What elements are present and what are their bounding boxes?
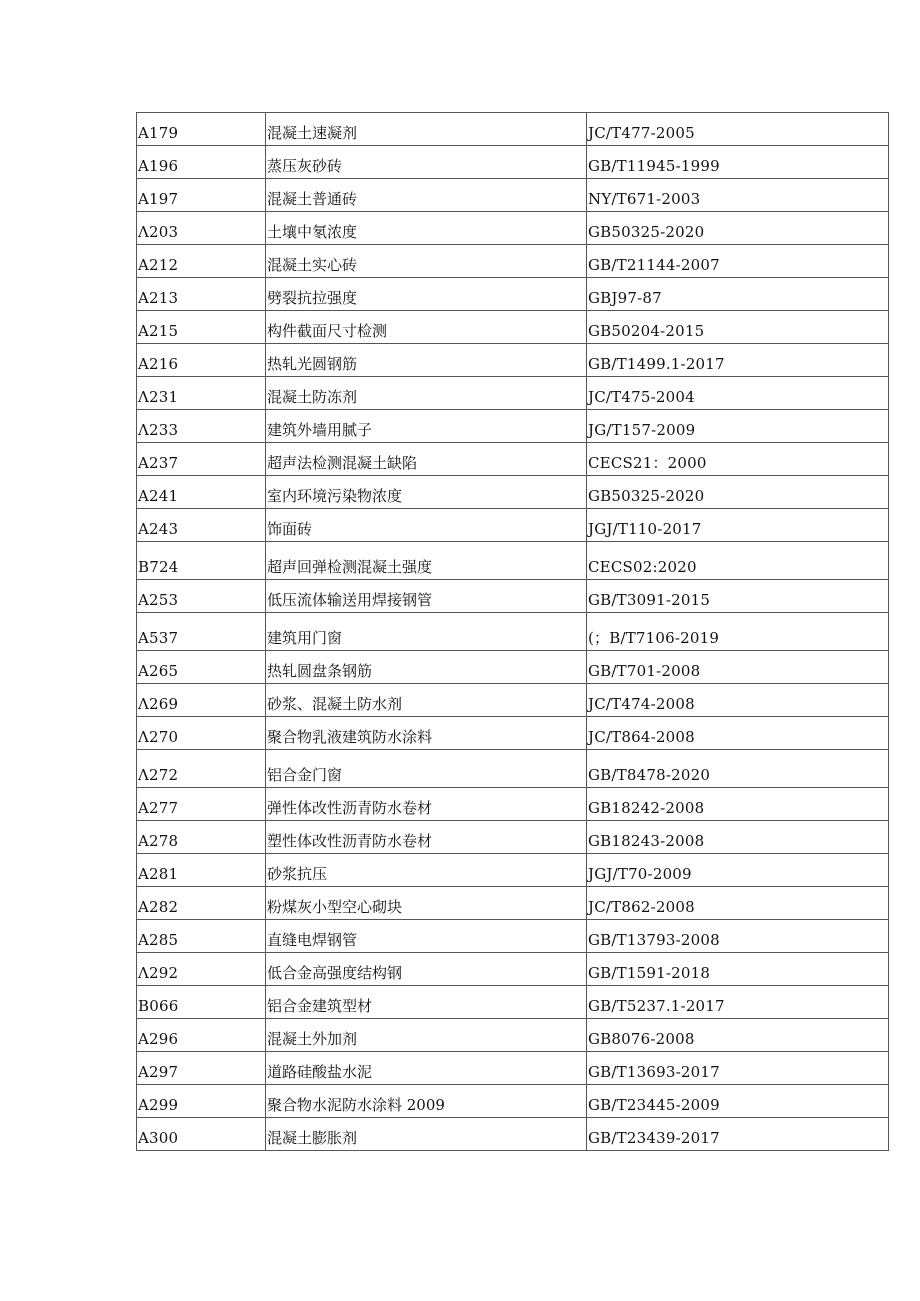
item-name-cell: 热轧光圆钢筋: [266, 344, 587, 377]
table-row: [137, 476, 889, 509]
item-code-cell: A213: [137, 278, 266, 311]
standard-number-cell: CECS02:2020: [587, 542, 889, 580]
table-row: [137, 509, 889, 542]
table-row: [137, 179, 889, 212]
item-name-cell: 构件截面尺寸检测: [266, 311, 587, 344]
item-name-cell: 砂浆、混凝土防水剂: [266, 684, 587, 717]
table-row: [137, 278, 889, 311]
item-name-cell: 建筑外墙用腻子: [266, 410, 587, 443]
standard-number-cell: JC/T477-2005: [587, 113, 889, 146]
item-name-cell: 混凝土防冻剂: [266, 377, 587, 410]
item-name-cell: 建筑用门窗: [266, 613, 587, 651]
item-code-cell: A215: [137, 311, 266, 344]
item-name-cell: 劈裂抗拉强度: [266, 278, 587, 311]
standard-number-cell: GB18243-2008: [587, 821, 889, 854]
item-code-cell: A241: [137, 476, 266, 509]
standard-number-cell: GB/T5237.1-2017: [587, 986, 889, 1019]
item-code-cell: Λ270: [137, 717, 266, 750]
standard-number-cell: GB/T21144-2007: [587, 245, 889, 278]
table-row: [137, 1019, 889, 1052]
standard-number-cell: GB50204-2015: [587, 311, 889, 344]
item-name-cell: 混凝土外加剂: [266, 1019, 587, 1052]
item-code-cell: A197: [137, 179, 266, 212]
standard-number-cell: GB/T1591-2018: [587, 953, 889, 986]
item-code-cell: Λ292: [137, 953, 266, 986]
standard-number-cell: GB/T8478-2020: [587, 750, 889, 788]
standards-table: [136, 112, 889, 1151]
item-name-cell: 混凝土速凝剂: [266, 113, 587, 146]
item-name-cell: 聚合物水泥防水涂料 2009: [266, 1085, 587, 1118]
standard-number-cell: GB/T3091-2015: [587, 580, 889, 613]
standard-number-cell: GB/T1499.1-2017: [587, 344, 889, 377]
item-code-cell: Λ203: [137, 212, 266, 245]
item-name-cell: 饰面砖: [266, 509, 587, 542]
item-code-cell: A300: [137, 1118, 266, 1151]
table-row: [137, 613, 889, 651]
item-code-cell: A196: [137, 146, 266, 179]
table-row: [137, 443, 889, 476]
table-row: [137, 410, 889, 443]
standard-number-cell: GB/T23445-2009: [587, 1085, 889, 1118]
table-row: [137, 344, 889, 377]
standard-number-cell: GB50325-2020: [587, 212, 889, 245]
standard-number-cell: GB18242-2008: [587, 788, 889, 821]
item-name-cell: 混凝土普通砖: [266, 179, 587, 212]
table-row: [137, 854, 889, 887]
standard-number-cell: CECS21：2000: [587, 443, 889, 476]
item-name-cell: 蒸压灰砂砖: [266, 146, 587, 179]
item-name-cell: 低压流体输送用焊接钢管: [266, 580, 587, 613]
table-row: [137, 821, 889, 854]
item-code-cell: Λ272: [137, 750, 266, 788]
standard-number-cell: (；B/T7106-2019: [587, 613, 889, 651]
item-code-cell: B724: [137, 542, 266, 580]
table-row: [137, 580, 889, 613]
table-row: [137, 920, 889, 953]
item-code-cell: A299: [137, 1085, 266, 1118]
item-code-cell: Λ233: [137, 410, 266, 443]
item-code-cell: A243: [137, 509, 266, 542]
table-row: [137, 750, 889, 788]
table-row: [137, 245, 889, 278]
item-code-cell: A282: [137, 887, 266, 920]
standard-number-cell: GB/T13693-2017: [587, 1052, 889, 1085]
table-row: [137, 887, 889, 920]
item-code-cell: A281: [137, 854, 266, 887]
standard-number-cell: JC/T475-2004: [587, 377, 889, 410]
item-code-cell: B066: [137, 986, 266, 1019]
item-code-cell: A253: [137, 580, 266, 613]
table-row: [137, 311, 889, 344]
item-name-cell: 塑性体改性沥青防水卷材: [266, 821, 587, 854]
item-code-cell: A237: [137, 443, 266, 476]
table-row: [137, 542, 889, 580]
table-row: [137, 788, 889, 821]
table-row: [137, 986, 889, 1019]
item-name-cell: 弹性体改性沥青防水卷材: [266, 788, 587, 821]
item-name-cell: 热轧圆盘条钢筋: [266, 651, 587, 684]
item-code-cell: A285: [137, 920, 266, 953]
table-row: [137, 1052, 889, 1085]
item-code-cell: A216: [137, 344, 266, 377]
item-name-cell: 直缝电焊钢管: [266, 920, 587, 953]
standard-number-cell: JC/T864-2008: [587, 717, 889, 750]
table-row: [137, 146, 889, 179]
standard-number-cell: GB/T701-2008: [587, 651, 889, 684]
standard-number-cell: JG/T157-2009: [587, 410, 889, 443]
standard-number-cell: JC/T862-2008: [587, 887, 889, 920]
item-name-cell: 超声法检测混凝土缺陷: [266, 443, 587, 476]
table-row: [137, 953, 889, 986]
item-code-cell: A296: [137, 1019, 266, 1052]
standard-number-cell: GB/T13793-2008: [587, 920, 889, 953]
table-row: [137, 717, 889, 750]
table-row: [137, 684, 889, 717]
item-name-cell: 铝合金门窗: [266, 750, 587, 788]
item-code-cell: A212: [137, 245, 266, 278]
item-name-cell: 铝合金建筑型材: [266, 986, 587, 1019]
standard-number-cell: GB8076-2008: [587, 1019, 889, 1052]
standards-table-body: [137, 113, 889, 1151]
standard-number-cell: JGJ/T110-2017: [587, 509, 889, 542]
item-code-cell: A265: [137, 651, 266, 684]
item-code-cell: A277: [137, 788, 266, 821]
standard-number-cell: GB/T11945-1999: [587, 146, 889, 179]
item-name-cell: 低合金高强度结构钢: [266, 953, 587, 986]
table-row: [137, 1085, 889, 1118]
item-code-cell: A537: [137, 613, 266, 651]
item-name-cell: 砂浆抗压: [266, 854, 587, 887]
item-name-cell: 混凝土实心砖: [266, 245, 587, 278]
item-code-cell: Λ231: [137, 377, 266, 410]
item-code-cell: A297: [137, 1052, 266, 1085]
table-row: [137, 1118, 889, 1151]
item-code-cell: A179: [137, 113, 266, 146]
item-name-cell: 室内环境污染物浓度: [266, 476, 587, 509]
item-name-cell: 土壤中氡浓度: [266, 212, 587, 245]
standard-number-cell: NY/T671-2003: [587, 179, 889, 212]
table-row: [137, 212, 889, 245]
table-row: [137, 377, 889, 410]
standard-number-cell: GB50325-2020: [587, 476, 889, 509]
item-name-cell: 聚合物乳液建筑防水涂料: [266, 717, 587, 750]
standard-number-cell: JC/T474-2008: [587, 684, 889, 717]
item-code-cell: Λ269: [137, 684, 266, 717]
table-row: [137, 113, 889, 146]
item-name-cell: 超声回弹检测混凝土强度: [266, 542, 587, 580]
standard-number-cell: GB/T23439-2017: [587, 1118, 889, 1151]
table-row: [137, 651, 889, 684]
item-name-cell: 道路硅酸盐水泥: [266, 1052, 587, 1085]
standard-number-cell: GBJ97-87: [587, 278, 889, 311]
item-name-cell: 混凝土膨胀剂: [266, 1118, 587, 1151]
item-code-cell: A278: [137, 821, 266, 854]
item-name-cell: 粉煤灰小型空心砌块: [266, 887, 587, 920]
standard-number-cell: JGJ/T70-2009: [587, 854, 889, 887]
